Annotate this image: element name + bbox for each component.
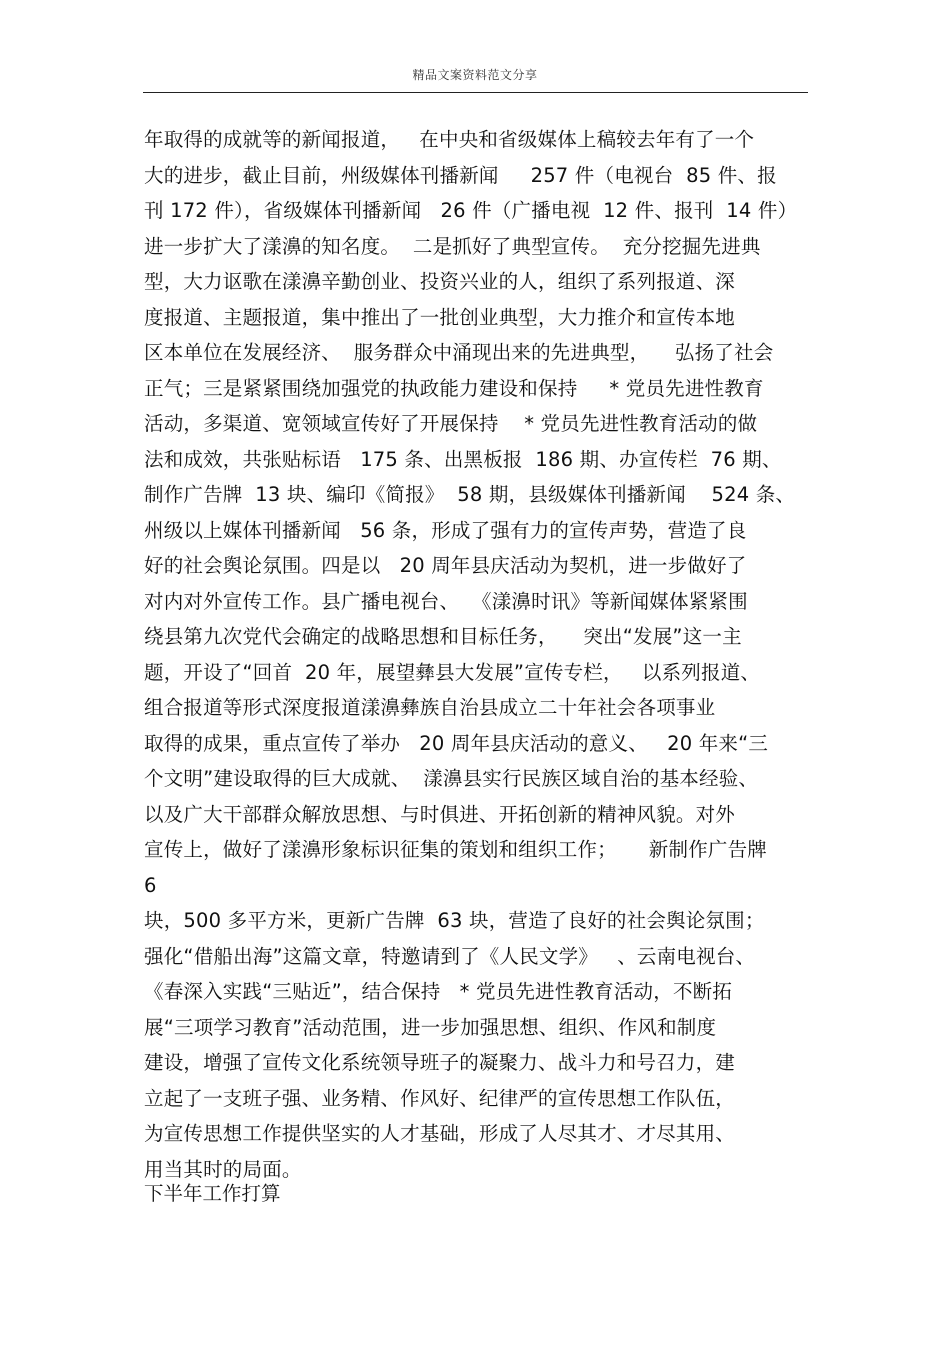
text-line: 取得的成果，重点宣传了举办 20 周年县庆活动的意义、 20 年来“三 bbox=[144, 731, 769, 755]
text-line: 建设，增强了宣传文化系统领导班子的凝聚力、战斗力和号召力，建 bbox=[144, 1051, 736, 1074]
page-header: 精品文案资料范文分享 bbox=[412, 68, 538, 82]
text-line: 制作广告牌 13 块、编印《简报》 58 期，县级媒体刊播新闻 524 条、 bbox=[144, 483, 796, 506]
text-line: 题，开设了“回首 20 年，展望彝县大发展”宣传专栏， 以系列报道、 bbox=[144, 660, 761, 684]
header-divider bbox=[143, 92, 808, 93]
text-line: 宣传上，做好了漾濞形象标识征集的策划和组织工作； 新制作广告牌 bbox=[144, 838, 767, 861]
text-line: 区本单位在发展经济、 服务群众中涌现出来的先进典型， 弘扬了社会 bbox=[144, 341, 774, 364]
text-line: 进一步扩大了漾濞的知名度。 二是抓好了典型宣传。 充分挖掘先进典 bbox=[144, 234, 761, 258]
text-line: 法和成效，共张贴标语 175 条、出黑板报 186 期、办宣传栏 76 期、 bbox=[144, 447, 782, 471]
section-heading: 下半年工作打算 bbox=[144, 1182, 281, 1205]
text-line: 以及广大干部群众解放思想、与时俱进、开拓创新的精神风貌。对外 bbox=[144, 802, 736, 826]
text-line: 绕县第九次党代会确定的战略思想和目标任务， 突出“发展”这一主 bbox=[144, 625, 742, 648]
text-line: 用当其时的局面。 bbox=[144, 1157, 302, 1181]
text-line: 《春深入实践“三贴近”，结合保持 * 党员先进性教育活动，不断拓 bbox=[144, 980, 733, 1003]
text-line: 刊 172 件），省级媒体刊播新闻 26 件（广播电视 12 件、报刊 14 件） bbox=[144, 199, 798, 222]
text-line: 正气；三是紧紧围绕加强党的执政能力建设和保持 * 党员先进性教育 bbox=[144, 376, 764, 400]
text-line: 度报道、主题报道，集中推出了一批创业典型，大力推介和宣传本地 bbox=[144, 305, 736, 329]
text-line: 6 bbox=[144, 873, 157, 897]
text-line: 好的社会舆论氛围。四是以 20 周年县庆活动为契机，进一步做好了 bbox=[144, 554, 747, 577]
text-line: 个文明”建设取得的巨大成就、 漾濞县实行民族区域自治的基本经验、 bbox=[144, 767, 759, 790]
text-line: 活动，多渠道、宽领域宣传好了开展保持 * 党员先进性教育活动的做 bbox=[144, 412, 758, 435]
text-line: 组合报道等形式深度报道漾濞彝族自治县成立二十年社会各项事业 bbox=[144, 696, 716, 719]
text-line: 大的进步，截止目前，州级媒体刊播新闻 257 件（电视台 85 件、报 bbox=[144, 163, 777, 187]
text-line: 块，500 多平方米，更新广告牌 63 块，营造了良好的社会舆论氛围； bbox=[144, 909, 765, 932]
text-line: 年取得的成就等的新闻报道， 在中央和省级媒体上稿较去年有了一个 bbox=[144, 128, 755, 151]
text-line: 立起了一支班子强、业务精、作风好、纪律严的宣传思想工作队伍， bbox=[144, 1086, 736, 1110]
text-line: 为宣传思想工作提供坚实的人才基础，形成了人尽其才、才尽其用、 bbox=[144, 1122, 736, 1145]
body-text bbox=[144, 122, 824, 1187]
text-line: 对内对外宣传工作。县广播电视台、 《漾濞时讯》等新闻媒体紧紧围 bbox=[144, 589, 748, 613]
text-line: 型，大力讴歌在漾濞辛勤创业、投资兴业的人，组织了系列报道、深 bbox=[144, 270, 736, 293]
text-line: 展“三项学习教育”活动范围，进一步加强思想、组织、作风和制度 bbox=[144, 1015, 717, 1039]
text-line: 州级以上媒体刊播新闻 56 条，形成了强有力的宣传声势，营造了良 bbox=[144, 518, 747, 542]
text-line: 强化“借船出海”这篇文章，特邀请到了《人民文学》 、云南电视台、 bbox=[144, 944, 756, 968]
